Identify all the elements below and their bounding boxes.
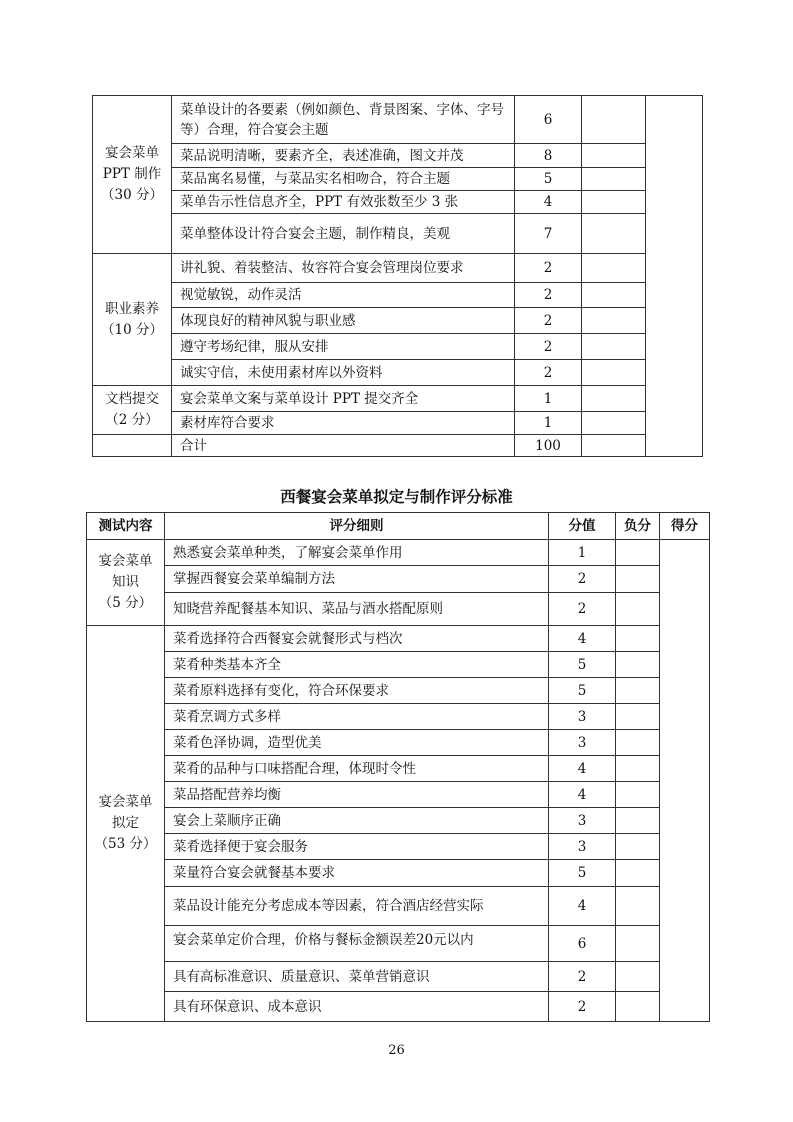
table-row bbox=[87, 860, 710, 887]
criterion-text: 诚实守信，未使用素材库以外资料 bbox=[172, 360, 515, 386]
table-row bbox=[87, 730, 710, 756]
criterion-text: 菜单整体设计符合宴会主题，制作精良，美观 bbox=[172, 214, 515, 254]
header-score: 分值 bbox=[549, 513, 616, 540]
table-row bbox=[93, 412, 703, 435]
deduct-cell bbox=[616, 704, 660, 730]
criterion-text: 遵守考场纪律，服从安排 bbox=[172, 334, 515, 360]
criterion-score: 2 bbox=[515, 308, 582, 334]
table-row bbox=[87, 962, 710, 992]
criterion-score: 7 bbox=[515, 214, 582, 254]
table-row bbox=[87, 808, 710, 834]
header-content: 测试内容 bbox=[87, 513, 165, 540]
criterion-score: 2 bbox=[549, 962, 616, 992]
deduct-cell bbox=[582, 191, 646, 214]
criterion-score: 2 bbox=[549, 992, 616, 1022]
total-score-cell bbox=[660, 540, 710, 1022]
table-title: 西餐宴会菜单拟定与制作评分标准 bbox=[280, 488, 513, 506]
criterion-score: 5 bbox=[515, 168, 582, 191]
criterion-text: 菜肴烹调方式多样 bbox=[165, 704, 549, 730]
deduct-cell bbox=[616, 808, 660, 834]
table-row bbox=[87, 626, 710, 652]
criterion-text: 菜肴原料选择有变化，符合环保要求 bbox=[165, 678, 549, 704]
western-banquet-scoring-table bbox=[86, 512, 710, 1022]
criterion-text: 菜肴选择符合西餐宴会就餐形式与档次 bbox=[165, 626, 549, 652]
deduct-cell bbox=[582, 360, 646, 386]
criterion-text: 素材库符合要求 bbox=[172, 412, 515, 435]
deduct-cell bbox=[582, 386, 646, 412]
criterion-score: 1 bbox=[515, 386, 582, 412]
table-row bbox=[87, 566, 710, 593]
criterion-score: 3 bbox=[549, 808, 616, 834]
deduct-cell bbox=[616, 626, 660, 652]
table-row bbox=[87, 593, 710, 626]
deduct-cell bbox=[616, 540, 660, 566]
criterion-text: 菜单设计的各要素（例如颜色、背景图案、字体、字号等）合理，符合宴会主题 bbox=[172, 96, 515, 144]
deduct-cell bbox=[582, 412, 646, 435]
table-row bbox=[87, 540, 710, 566]
criterion-text: 具有环保意识、成本意识 bbox=[165, 992, 549, 1022]
table-row bbox=[93, 308, 703, 334]
deduct-cell bbox=[616, 782, 660, 808]
deduct-cell bbox=[582, 308, 646, 334]
table-row bbox=[87, 834, 710, 860]
table-row bbox=[87, 756, 710, 782]
criterion-score: 1 bbox=[549, 540, 616, 566]
header-get: 得分 bbox=[660, 513, 710, 540]
criterion-score: 3 bbox=[549, 834, 616, 860]
criterion-text: 知晓营养配餐基本知识、菜品与酒水搭配原则 bbox=[165, 593, 549, 626]
criterion-score: 4 bbox=[549, 887, 616, 926]
section-name: 文档提交 （2 分） bbox=[93, 386, 172, 435]
criterion-score: 5 bbox=[549, 678, 616, 704]
deduct-cell bbox=[616, 887, 660, 926]
table-row bbox=[93, 96, 703, 144]
table-row bbox=[93, 214, 703, 254]
criterion-text: 菜肴的品种与口味搭配合理，体现时令性 bbox=[165, 756, 549, 782]
criterion-score: 4 bbox=[515, 191, 582, 214]
section-name: 宴会菜单 拟定 （53 分） bbox=[87, 626, 165, 1022]
criterion-score: 6 bbox=[549, 926, 616, 962]
criterion-score: 4 bbox=[549, 782, 616, 808]
deduct-cell bbox=[616, 926, 660, 962]
section-name: 职业素养 （10 分） bbox=[93, 254, 172, 386]
table-row bbox=[93, 168, 703, 191]
criterion-score: 1 bbox=[515, 412, 582, 435]
criterion-text: 宴会上菜顺序正确 bbox=[165, 808, 549, 834]
table-row bbox=[93, 334, 703, 360]
criterion-text: 体现良好的精神风貌与职业感 bbox=[172, 308, 515, 334]
table-row bbox=[87, 782, 710, 808]
criterion-text: 菜品说明清晰，要素齐全，表述准确，图文并茂 bbox=[172, 144, 515, 168]
deduct-cell bbox=[616, 756, 660, 782]
criterion-score: 2 bbox=[515, 334, 582, 360]
deduct-cell bbox=[616, 962, 660, 992]
total-row bbox=[93, 435, 703, 457]
criterion-text: 菜单告示性信息齐全，PPT 有效张数至少 3 张 bbox=[172, 191, 515, 214]
deduct-cell bbox=[582, 144, 646, 168]
criterion-score: 2 bbox=[515, 283, 582, 308]
criterion-text: 菜肴色泽协调，造型优美 bbox=[165, 730, 549, 756]
table-row bbox=[87, 992, 710, 1022]
criterion-text: 菜品搭配营养均衡 bbox=[165, 782, 549, 808]
header-deduct: 负分 bbox=[616, 513, 660, 540]
criterion-score: 5 bbox=[549, 860, 616, 887]
deduct-cell bbox=[582, 435, 646, 457]
deduct-cell bbox=[582, 283, 646, 308]
header-row bbox=[87, 513, 710, 540]
criterion-text: 菜肴种类基本齐全 bbox=[165, 652, 549, 678]
deduct-cell bbox=[616, 678, 660, 704]
criterion-score: 2 bbox=[515, 360, 582, 386]
criterion-score: 2 bbox=[515, 254, 582, 283]
deduct-cell bbox=[582, 168, 646, 191]
criterion-text: 熟悉宴会菜单种类，了解宴会菜单作用 bbox=[165, 540, 549, 566]
deduct-cell bbox=[616, 834, 660, 860]
deduct-cell bbox=[616, 652, 660, 678]
deduct-cell bbox=[616, 992, 660, 1022]
deduct-cell bbox=[616, 566, 660, 593]
deduct-cell bbox=[582, 214, 646, 254]
criterion-score: 6 bbox=[515, 96, 582, 144]
criterion-text: 菜肴选择便于宴会服务 bbox=[165, 834, 549, 860]
table-row bbox=[87, 887, 710, 926]
header-detail: 评分细则 bbox=[165, 513, 549, 540]
section-name: 宴会菜单 PPT 制作 （30 分） bbox=[93, 96, 172, 254]
criterion-text: 菜量符合宴会就餐基本要求 bbox=[165, 860, 549, 887]
deduct-cell bbox=[582, 254, 646, 283]
section-name: 宴会菜单 知识 （5 分） bbox=[87, 540, 165, 626]
criterion-text: 具有高标准意识、质量意识、菜单营销意识 bbox=[165, 962, 549, 992]
deduct-cell bbox=[616, 593, 660, 626]
table-row bbox=[93, 144, 703, 168]
criterion-text: 菜品设计能充分考虑成本等因素，符合酒店经营实际 bbox=[165, 887, 549, 926]
deduct-cell bbox=[616, 860, 660, 887]
criterion-text: 视觉敏锐，动作灵活 bbox=[172, 283, 515, 308]
criterion-score: 8 bbox=[515, 144, 582, 168]
table-row bbox=[93, 360, 703, 386]
total-label: 合计 bbox=[172, 435, 515, 457]
criterion-score: 5 bbox=[549, 652, 616, 678]
table-row bbox=[87, 678, 710, 704]
criterion-score: 4 bbox=[549, 756, 616, 782]
total-empty-cell bbox=[93, 435, 172, 457]
criterion-score: 4 bbox=[549, 626, 616, 652]
criterion-text: 讲礼貌、着装整洁、妆容符合宴会管理岗位要求 bbox=[172, 254, 515, 283]
criterion-score: 2 bbox=[549, 593, 616, 626]
criterion-text: 宴会菜单定价合理，价格与餐标金额误差20元以内 bbox=[165, 926, 549, 962]
total-score-cell bbox=[646, 96, 703, 457]
criterion-text: 菜品寓名易懂，与菜品实名相吻合，符合主题 bbox=[172, 168, 515, 191]
criterion-score: 3 bbox=[549, 704, 616, 730]
table-row bbox=[93, 386, 703, 412]
deduct-cell bbox=[582, 334, 646, 360]
table-row bbox=[87, 926, 710, 962]
table-row bbox=[93, 283, 703, 308]
deduct-cell bbox=[582, 96, 646, 144]
total-score: 100 bbox=[515, 435, 582, 457]
table-row bbox=[93, 191, 703, 214]
table-row bbox=[87, 652, 710, 678]
deduct-cell bbox=[616, 730, 660, 756]
table-row bbox=[93, 254, 703, 283]
table-row bbox=[87, 704, 710, 730]
criterion-score: 3 bbox=[549, 730, 616, 756]
criterion-text: 宴会菜单文案与菜单设计 PPT 提交齐全 bbox=[172, 386, 515, 412]
criterion-score: 2 bbox=[549, 566, 616, 593]
scoring-table-continued bbox=[92, 95, 703, 457]
criterion-text: 掌握西餐宴会菜单编制方法 bbox=[165, 566, 549, 593]
page-number: 26 bbox=[388, 1043, 405, 1058]
